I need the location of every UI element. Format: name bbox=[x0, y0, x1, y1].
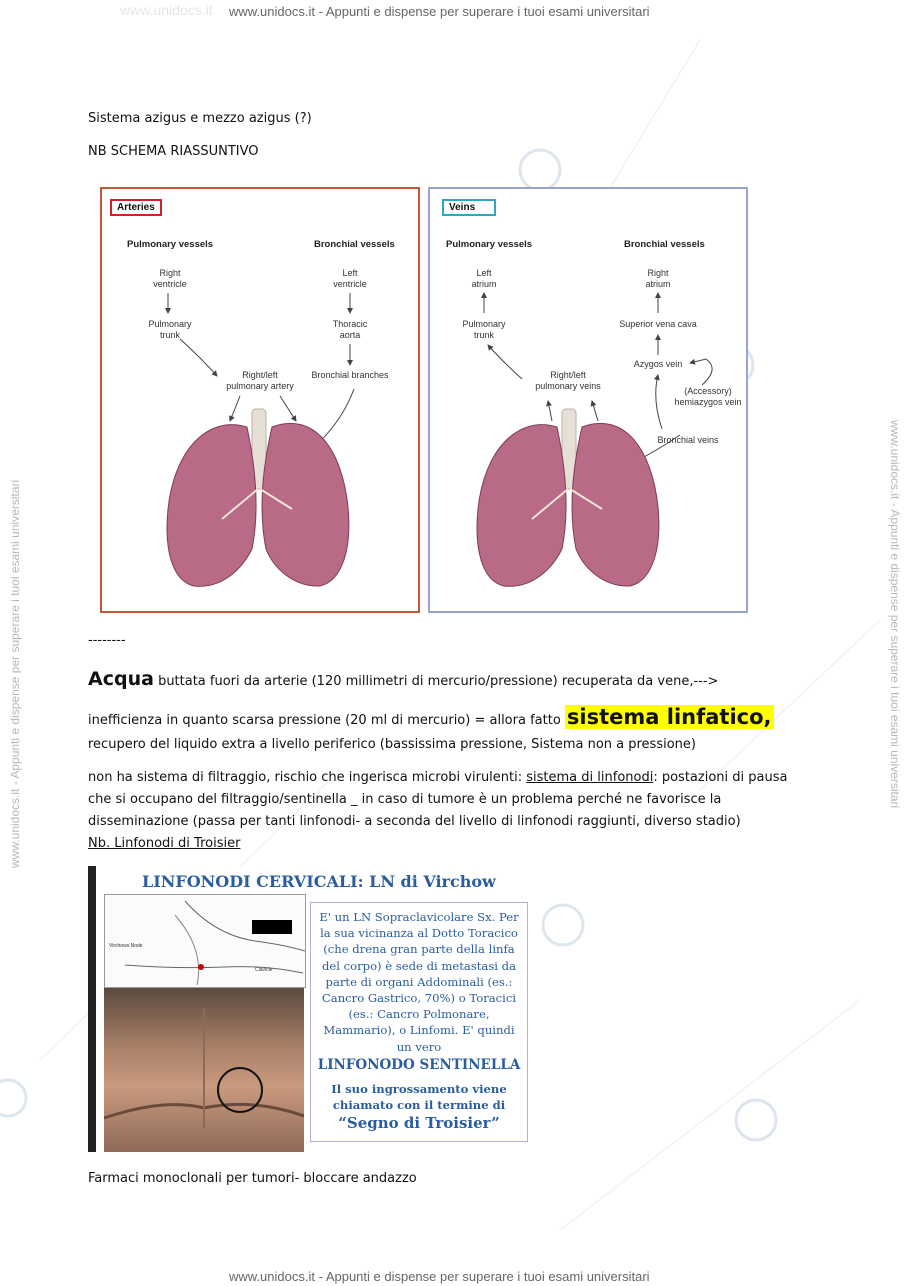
node-pulmonary-veins: Right/left pulmonary veins bbox=[535, 370, 601, 391]
arteries-pulmonary-heading: Pulmonary vessels bbox=[127, 239, 214, 250]
neck-label-virchow: Virchows Node bbox=[109, 943, 143, 949]
arteries-diagram-graphics bbox=[102, 189, 418, 611]
neck-photo-marks bbox=[104, 988, 304, 1152]
neck-sketch-lines bbox=[105, 895, 305, 987]
neck-sketch bbox=[104, 894, 306, 988]
slide-body2: Il suo ingrossamento viene chiamato con il termine di bbox=[331, 1081, 507, 1113]
note-troisier bbox=[88, 833, 240, 855]
node-right-ventricle: Right ventricle bbox=[153, 268, 187, 289]
node-superior-vena-cava: Superior vena cava bbox=[619, 319, 697, 329]
virchow-slide bbox=[88, 866, 536, 1152]
node-hemiazygos-vein: (Accessory) hemiazygos vein bbox=[674, 386, 742, 407]
para-filtraggio-tail: : postazioni di pausa bbox=[653, 770, 788, 785]
node-pulmonary-trunk-v: Pulmonary trunk bbox=[462, 319, 506, 340]
node-thoracic-aorta: Thoracic aorta bbox=[332, 319, 368, 340]
neck-photo bbox=[104, 988, 304, 1152]
neck-label-clavicle: Clavicle bbox=[255, 967, 273, 973]
para-filtraggio-line3: disseminazione (passa per tanti linfonodi- a seconda del livello di linfonodi raggiunti, diverso stadio) bbox=[88, 814, 741, 829]
page-footer: www.unidocs.it - Appunti e dispense per superare i tuoi esami universitari bbox=[229, 1269, 650, 1284]
slide-sentinella: LINFONODO SENTINELLA bbox=[317, 1056, 521, 1073]
para-acqua-lead: Acqua bbox=[88, 668, 154, 690]
slide-title: LINFONODI CERVICALI: LN di Virchow bbox=[142, 872, 496, 891]
redaction-bar bbox=[252, 920, 292, 934]
para-filtraggio-line2: che si occupano del filtraggio/sentinella _ in caso di tumore è un problema perché ne favorisce la bbox=[88, 792, 722, 807]
node-azygos-vein: Azygos vein bbox=[633, 359, 683, 369]
veins-bronchial-heading: Bronchial vessels bbox=[624, 239, 705, 250]
slide-text-box bbox=[310, 902, 528, 1142]
veins-diagram-graphics bbox=[430, 189, 746, 611]
note-troisier-text: Nb. Linfonodi di Troisier bbox=[88, 836, 241, 851]
arteries-panel bbox=[100, 187, 420, 613]
node-pulmonary-artery: Right/left pulmonary artery bbox=[226, 370, 294, 391]
veins-tag: Veins bbox=[442, 199, 496, 216]
para-acqua bbox=[88, 668, 718, 693]
para-inefficienza bbox=[88, 706, 774, 732]
side-watermark-right: www.unidocs.it - Appunti e dispense per superare i tuoi esami universitari bbox=[888, 420, 902, 809]
para-acqua-rest: buttata fuori da arterie (120 millimetri di mercurio/pressione) recuperata da vene,---> bbox=[158, 674, 719, 689]
node-left-atrium: Left atrium bbox=[471, 268, 497, 289]
node-right-atrium: Right atrium bbox=[645, 268, 671, 289]
node-bronchial-veins: Bronchial veins bbox=[657, 435, 719, 445]
intro-line-1: Sistema azigus e mezzo azigus (?) bbox=[88, 111, 312, 126]
page-header: www.unidocs.it - Appunti e dispense per superare i tuoi esami universitari bbox=[229, 4, 650, 19]
slide-body: E' un LN Sopraclavicolare Sx. Per la sua vicinanza al Dotto Toracico (che drena gran parte della linfa del corpo) è sede di metastasi da parte di organi Addominali (es.: Cancro Gastrico, 70%) o Toracici (es.: Cancro Polmonare, Mammario), o Linfomi. E' quindi un vero bbox=[319, 910, 519, 1054]
node-pulmonary-trunk-a: Pulmonary trunk bbox=[148, 319, 192, 340]
closing-line: Farmaci monoclonali per tumori- bloccare andazzo bbox=[88, 1171, 417, 1186]
para-inefficienza-text: inefficienza in quanto scarsa pressione (20 ml di mercurio) = allora fatto bbox=[88, 713, 565, 728]
slide-segno: “Segno di Troisier” bbox=[338, 1114, 500, 1133]
para-filtraggio-line1 bbox=[88, 767, 787, 789]
node-bronchial-branches: Bronchial branches bbox=[311, 370, 389, 380]
node-left-ventricle: Left ventricle bbox=[333, 268, 367, 289]
para-filtraggio-text: non ha sistema di filtraggio, rischio che ingerisca microbi virulenti: bbox=[88, 770, 527, 785]
veins-panel bbox=[428, 187, 748, 613]
underline-sistema-linfonodi: sistema di linfonodi bbox=[526, 770, 654, 785]
separator: -------- bbox=[88, 633, 126, 648]
intro-line-2: NB SCHEMA RIASSUNTIVO bbox=[88, 144, 259, 159]
highlight-sistema-linfatico: sistema linfatico, bbox=[566, 705, 772, 729]
para-recupero: recupero del liquido extra a livello periferico (bassissima pressione, Sistema non a pressione) bbox=[88, 737, 696, 752]
arteries-bronchial-heading: Bronchial vessels bbox=[314, 239, 395, 250]
arteries-tag: Arteries bbox=[110, 199, 162, 216]
veins-pulmonary-heading: Pulmonary vessels bbox=[446, 239, 533, 250]
header-watermark: www.unidocs.it bbox=[120, 2, 213, 18]
side-watermark-left: www.unidocs.it - Appunti e dispense per superare i tuoi esami universitari bbox=[8, 479, 22, 868]
